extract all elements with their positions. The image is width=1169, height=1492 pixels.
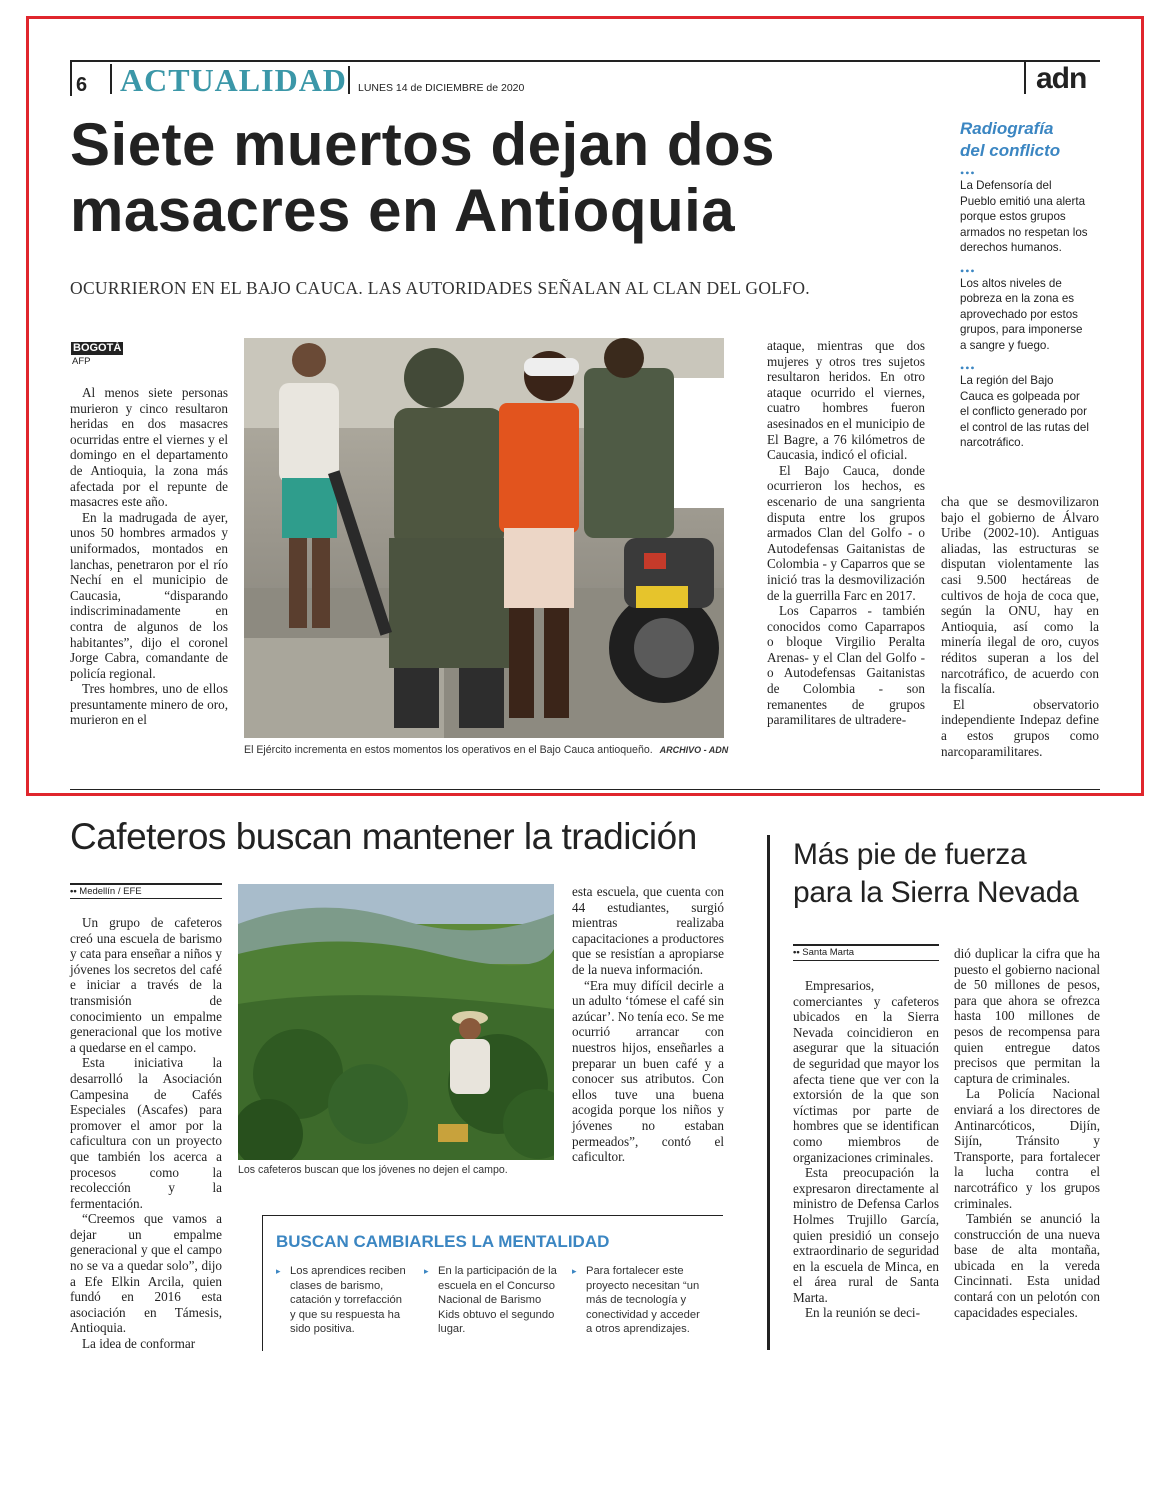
bullet-icon: ▸ [424, 1266, 429, 1276]
issue-date: LUNES 14 de DICIEMBRE de 2020 [358, 82, 525, 94]
bullet-dots-icon: ••• [960, 166, 976, 180]
sidebar-item: La Defensoría del Pueblo emitió una alerta porque estos grupos armados no respetan los derechos humanos. [960, 179, 1088, 254]
dateline-city: BOGOTÁ [73, 342, 122, 354]
main-headline-line1: Siete muertos dejan dos [70, 111, 776, 178]
bullet-dots-icon: ••• [960, 361, 976, 375]
sidebar-title [960, 118, 1060, 162]
sidebar-item: La región del Bajo Cauca es golpeada por el conflicto generado por el control de las rutas del narcotráfico. [960, 374, 1089, 449]
sidebar-title-line2: del conflicto [960, 141, 1061, 160]
coffee-box-item-1 [276, 1264, 410, 1337]
dateline-rule [71, 354, 123, 355]
main-headline-line2: masacres en Antioquia [70, 177, 736, 244]
main-photo-caption [244, 744, 728, 756]
caption-text: El Ejército incrementa en estos momentos los operativos en el Bajo Cauca antioqueño. [244, 744, 653, 756]
page-number: 6 [76, 74, 88, 96]
main-subhead: OCURRIERON EN EL BAJO CAUCA. LAS AUTORIDADES SEÑALAN AL CLAN DEL GOLFO. [70, 278, 810, 298]
section-title: ACTUALIDAD [120, 62, 347, 98]
sierra-byline: •• Santa Marta [793, 947, 855, 958]
sierra-col-2 [954, 946, 1100, 1320]
main-col-2 [767, 338, 925, 728]
main-col-3 [941, 494, 1099, 759]
agency: AFP [72, 356, 91, 367]
paragraph: Un grupo de cafeteros creó una escuela de barismo y cata para enseñar a niños y jóvenes los secretos del café e iniciar a través de la transmisión de conocimiento un empalme generacional que los motive a quedarse en el campo. [70, 915, 222, 1055]
section-separator [70, 789, 1100, 790]
paragraph: esta escuela, que cuenta con 44 estudiantes, surgió mientras realizaba capacitaciones a productores que se resistían a apropiarse de la nueva información. [572, 884, 724, 977]
paragraph: “Creemos que vamos a dejar un empalme generacional y que el campo no se va a quedar solo”, dijo a Efe Elkin Arcila, quien fundó en 2016 esta asociación en Támesis, Antioquia. [70, 1211, 222, 1336]
paragraph: ataque, mientras que dos mujeres y otros tres sujetos resultaron heridos. En otro ataque ocurrido el viernes, cuatro hombres fueron asesinados en el municipio de El Bagre, a 76 kilómetros de Caucasia, indicó el oficial. [767, 338, 925, 463]
coffee-box-item-2 [424, 1264, 558, 1337]
sierra-byline-rule-2 [793, 960, 939, 961]
sidebar-list [960, 168, 1090, 451]
coffee-byline-rule [70, 883, 222, 885]
paragraph: En la madrugada de ayer, unos 50 hombres armados y uniformados, montados en lanchas, penetraron por el río Nechí en el municipio de Caucasia, “disparando indiscriminadamente en contra de algunos de los habitantes”, dijo el coronel Jorge Cabra, comandante de policía regional. [70, 509, 228, 681]
coffee-photo [238, 884, 554, 1160]
main-headline [70, 112, 775, 244]
coffee-headline: Cafeteros buscan mantener la tradición [70, 816, 697, 857]
coffee-box-text: Para fortalecer este proyecto necesitan “un más de tecnología y conectividad y acceder a otros aprendizajes. [586, 1265, 700, 1335]
paragraph: “Era muy difícil decirle a un adulto ‘tómese el café sin azúcar’. No tenía eco. Se me ocurrió arrancar con nuestros hijos, enseñarles a preparar un buen café y a conocer sus atributos. Con ellos tuve una buena acogida porque los niños y jóvenes no estaban permeados”, contó el caficultor. [572, 977, 724, 1165]
bullet-icon: ▸ [276, 1266, 281, 1276]
paragraph: La idea de conformar [82, 1336, 196, 1352]
paragraph: Al menos siete personas murieron y cinco resultaron heridas en dos masacres ocurridas entre el viernes y el domingo en el departamento de Antioquia, la zona más afectada por el repunte de masacres este año. [70, 385, 228, 510]
photo-credit: ARCHIVO - ADN [659, 745, 729, 755]
main-col-1 [70, 385, 228, 728]
coffee-farmer-photo [238, 884, 554, 1160]
sierra-byline-rule [793, 944, 939, 946]
coffee-box-text: En la participación de la escuela en el Concurso Nacional de Barismo Kids obtuvo el segundo lugar. [438, 1265, 557, 1335]
sierra-col-1 [793, 978, 939, 1321]
main-photo [244, 338, 724, 738]
coffee-col-2 [572, 884, 724, 1165]
paragraph: El Bajo Cauca, donde ocurrieron los hechos, es escenario de una sangrienta disputa entre los grupos armados Clan del Golfo - o Autodefensas Gaitanistas de Colombia - y Caparros que se inició tras la desmovilización de la guerrilla Farc en 2017. [767, 462, 925, 603]
sierra-headline-line1: Más pie de fuerza [793, 838, 1027, 871]
sidebar-title-line1: Radiografía [960, 119, 1054, 138]
coffee-byline-text: Medellín / EFE [79, 886, 142, 897]
coffee-box-item-3 [572, 1264, 706, 1337]
paragraph: En la reunión se deci- [805, 1305, 920, 1321]
paragraph: El observatorio independiente Indepaz define a estos grupos como narcoparamilitares. [941, 696, 1099, 759]
coffee-col-1 [70, 915, 222, 1352]
paragraph: La Policía Nacional enviará a los directores de Antinarcóticos, Dijín, Sijín, Tránsito y Transporte, para fortalecer la lucha contra el narcotráfico y los grupos criminales. [954, 1086, 1100, 1211]
logo-divider [1024, 60, 1026, 94]
soldier-checkpoint-photo [244, 338, 724, 738]
header-left-tick [70, 60, 72, 96]
paragraph: cha que se desmovilizaron bajo el gobierno de Álvaro Uribe (2002-10). Antiguas aliadas, las estructuras se disputan violentamente las casi 9.500 hectáreas de cultivos de hoja de coca que, según la ONU, hay en Antioquia, así como la minería ilegal de oro, cuyos réditos superan a los del narcotráfico, de acuerdo con la fiscalía. [941, 494, 1099, 697]
coffee-box-text: Los aprendices reciben clases de barismo, catación y torrefacción y que su respuesta ha sido positiva. [290, 1265, 406, 1335]
paragraph: Tres hombres, uno de ellos presuntamente minero de oro, murieron en el [70, 681, 228, 728]
adn-logo: adn [1036, 62, 1087, 95]
paragraph: Esta iniciativa la desarrolló la Asociación Campesina de Cafés Especiales (Ascafes) para promover el amor por la caficultura con un proyecto que también los acerca a procesos como la recolección y la fermentación. [70, 1055, 222, 1211]
sierra-vertical-rule [767, 835, 770, 1350]
sierra-headline-line2: para la Sierra Nevada [793, 876, 1079, 909]
paragraph: Esta preocupación la expresaron directamente al ministro de Defensa Carlos Holmes Trujillo García, quien presidió un consejo extraordinario de seguridad en la escuela de Minca, en el área rural de Santa Marta. [793, 1165, 939, 1305]
paragraph: Empresarios, comerciantes y cafeteros ubicados en la Sierra Nevada coincidieron en asegurar que la situación de seguridad que mayor los afecta tiene que ver con la extorsión de la que son víctimas por parte de hombres que se identifican como miembros de organizaciones criminales. [793, 978, 939, 1165]
bullet-icon: ▸ [572, 1266, 577, 1276]
paragraph: Los Caparros - también conocidos como Caparrapos o bloque Virgilio Peralta Arenas- y el Clan del Golfo - o Autodefensas Gaitanistas de Colombia - son remanentes de grupos paramilitares de ultradere- [767, 603, 925, 728]
sierra-byline-text: Santa Marta [802, 947, 855, 958]
coffee-byline: •• Medellín / EFE [70, 886, 142, 897]
coffee-photo-caption: Los cafeteros buscan que los jóvenes no dejen el campo. [238, 1164, 508, 1176]
header-divider-2 [348, 66, 350, 94]
sierra-headline [793, 836, 1079, 912]
paragraph: También se anunció la construcción de una nueva base de alta montaña, ubicada en la vereda Cincinnati. Esta unidad contará con un pelotón con capacidades especiales. [954, 1211, 1100, 1320]
bullet-dots-icon: ••• [960, 263, 976, 278]
paragraph: dió duplicar la cifra que ha puesto el gobierno nacional de 50 millones de pesos, para que ahora se ofrezca hasta 100 millones de pesos de recompensa para quien entregue datos precisos que permitan la captura de criminales. [954, 946, 1100, 1086]
coffee-byline-rule-2 [70, 898, 222, 899]
coffee-box-title: BUSCAN CAMBIARLES LA MENTALIDAD [276, 1232, 610, 1251]
sidebar-item: Los altos niveles de pobreza en la zona es aprovechado por estos grupos, para imponerse a sangre y fuego. [960, 276, 1083, 352]
header-divider [110, 64, 112, 94]
